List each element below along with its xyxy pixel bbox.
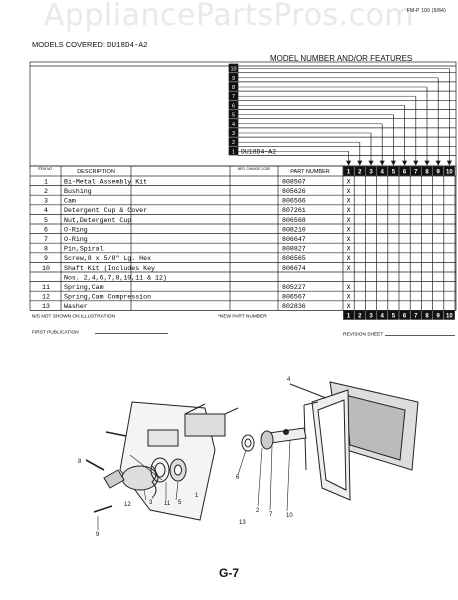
part-number: 805626 <box>282 188 306 195</box>
item-number: 8 <box>44 245 48 253</box>
model-col-number: 4 <box>380 169 384 176</box>
diagram-callout-1: 1 <box>195 493 199 499</box>
part-number: 806567 <box>282 293 306 301</box>
model-slot-number: 9 <box>231 75 236 82</box>
model-mark: X <box>346 188 351 195</box>
item-number: 7 <box>44 236 48 243</box>
model-col-number: 3 <box>369 169 373 176</box>
item-number: 9 <box>44 255 48 263</box>
model-col-number: 1 <box>346 169 351 176</box>
part-description: Shaft Kit (Includes Key <box>64 264 156 272</box>
o-ring-a <box>242 435 254 451</box>
item-number: 10 <box>42 264 50 272</box>
part-number: 806566 <box>282 197 306 205</box>
model-col-footer-number: 9 <box>436 313 440 320</box>
model-col-footer-number: 8 <box>425 313 429 320</box>
diagram-callout-7: 7 <box>269 512 273 518</box>
model-col-number: 9 <box>436 169 440 176</box>
cam <box>122 466 158 490</box>
revision-sheet: REVISION SHEET <box>343 332 384 338</box>
part-number: 806565 <box>282 255 306 263</box>
first-publication: FIRST PUBLICATION <box>32 330 79 336</box>
item-number: 4 <box>44 207 48 215</box>
diagram-callout-2: 2 <box>256 508 260 514</box>
item-number: 6 <box>44 226 48 234</box>
item-number: 3 <box>44 197 48 205</box>
part-description: O-Ring <box>64 226 88 234</box>
part-description: Pin,Spiral <box>64 245 104 253</box>
model-col-footer-number: 3 <box>369 313 373 320</box>
bushing <box>261 431 273 449</box>
part-description: Bi-Metal Assembly Kit <box>64 178 148 186</box>
diagram-callout-9: 9 <box>96 532 100 538</box>
item-number: 1 <box>44 178 48 186</box>
model-mark: X <box>346 236 351 243</box>
model-slot-number: 4 <box>231 121 236 128</box>
diagram-callout-6: 6 <box>236 475 240 481</box>
item-number: 12 <box>42 293 50 301</box>
model-entry: DU18D4-A2 <box>241 148 277 156</box>
model-header: MODEL NUMBER AND/OR FEATURES <box>270 54 413 63</box>
model-col-footer-number: 7 <box>414 313 418 320</box>
model-slot-number: 6 <box>231 103 236 110</box>
part-description: Cam <box>64 197 76 205</box>
model-slot-number: 8 <box>231 85 236 91</box>
model-slot-number: 3 <box>231 131 236 137</box>
model-mark: X <box>346 197 351 205</box>
screw-bottom <box>94 506 112 512</box>
model-col-footer-number: 1 <box>346 313 351 320</box>
model-col-number: 7 <box>414 169 418 176</box>
model-col-footer-number: 5 <box>391 313 396 320</box>
model-slot-number: 5 <box>231 112 236 119</box>
page-number: G-7 <box>218 566 239 580</box>
model-mark: X <box>346 226 351 234</box>
model-slot-number: 2 <box>231 140 236 147</box>
diagram-callout-12: 12 <box>124 502 131 508</box>
part-description: Screw,8 x 5/8" Lg. Hex <box>64 255 152 263</box>
model-col-footer-number: 4 <box>380 313 384 320</box>
part-description: Spring,Cam Compression <box>64 293 152 301</box>
model-mark: X <box>346 303 351 311</box>
model-mark: X <box>346 293 351 301</box>
model-col-number: 5 <box>391 169 396 176</box>
model-col-number: 2 <box>358 169 362 176</box>
col-change-code: MFG. CHANGE CODE <box>237 167 271 171</box>
diagram-callout-11: 11 <box>164 501 171 507</box>
models-covered-label: MODELS COVERED: <box>32 40 105 49</box>
model-mark: X <box>346 255 351 263</box>
item-number: 5 <box>44 216 48 224</box>
part-description: Nos. 2,4,6,7,8,10,11 & 12) <box>64 274 167 282</box>
col-item: ITEM NO <box>37 167 53 171</box>
part-description: Washer <box>64 303 88 311</box>
part-description: Detergent Cup & Cover <box>64 207 148 215</box>
spiral-pin <box>86 460 104 470</box>
model-col-number: 10 <box>446 169 453 176</box>
watermark: AppliancePartsPros.com <box>43 0 415 33</box>
diagram-callout-3: 3 <box>149 500 153 506</box>
diagram-callout-10: 10 <box>286 513 293 519</box>
col-part-number: PART NUMBER <box>290 169 330 175</box>
footnote-new-part: *NEW PART NUMBER <box>218 314 267 320</box>
model-mark: X <box>346 207 351 215</box>
part-number: 806568 <box>282 216 306 224</box>
model-slot-number: 10 <box>230 66 237 73</box>
part-number: 805227 <box>282 284 306 291</box>
model-mark: X <box>346 284 351 291</box>
diagram-lines <box>86 382 418 530</box>
part-description: Bushing <box>64 188 92 195</box>
models-covered-value: DU18D4-A2 <box>107 42 148 50</box>
diagram-callout-5: 5 <box>178 500 182 506</box>
model-col-footer-number: 6 <box>402 313 407 320</box>
part-number: 807261 <box>282 207 306 215</box>
model-mark: X <box>346 245 351 253</box>
part-number: 808507 <box>282 178 306 186</box>
col-description: DESCRIPTION <box>77 169 115 175</box>
model-col-number: 8 <box>425 169 429 176</box>
model-slot-number: 1 <box>231 149 236 156</box>
part-number: 808210 <box>282 226 306 234</box>
diagram-callout-4: 4 <box>287 377 291 383</box>
part-description: Nut,Detergent Cup <box>64 216 132 224</box>
model-col-footer-number: 10 <box>446 313 453 320</box>
footnote-not-shown: N/S NOT SHOWN ON ILLUSTRATION <box>32 314 115 320</box>
item-number: 13 <box>42 303 50 311</box>
model-mark: X <box>346 216 351 224</box>
item-number: 11 <box>42 284 50 291</box>
part-number: 802836 <box>282 303 306 311</box>
model-col-footer-number: 2 <box>358 313 362 320</box>
diagram-callout-8: 8 <box>78 459 82 465</box>
model-slot-number: 7 <box>231 94 236 101</box>
part-number: 806647 <box>282 236 306 243</box>
item-number: 2 <box>44 188 48 195</box>
diagram-callout-13: 13 <box>239 520 246 526</box>
part-number: 808827 <box>282 245 306 253</box>
model-mark: X <box>346 178 351 186</box>
screw-top <box>106 432 126 436</box>
part-description: O-Ring <box>64 236 88 243</box>
model-col-number: 6 <box>402 169 407 176</box>
form-number: FM-P 100 (9/84) <box>406 8 446 14</box>
part-description: Spring,Cam <box>64 284 104 291</box>
part-number: 806674 <box>282 264 306 272</box>
model-mark: X <box>346 264 351 272</box>
